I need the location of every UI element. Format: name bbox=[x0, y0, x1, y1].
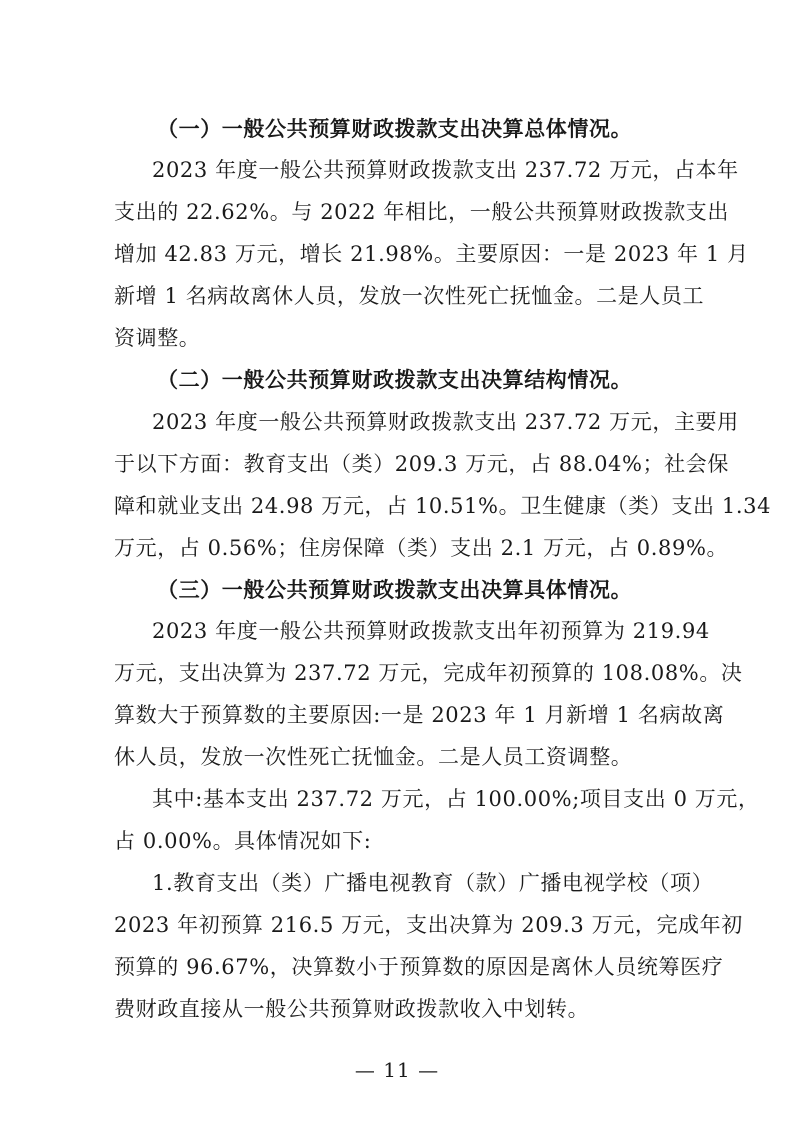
section-heading-3: （三）一般公共预算财政拨款支出决算具体情况。 bbox=[157, 577, 633, 602]
paragraph-line: 于以下方面：教育支出（类）209.3 万元，占 88.04%；社会保 bbox=[114, 452, 729, 476]
paragraph-line: 1.教育支出（类）广播电视教育（款）广播电视学校（项） bbox=[152, 871, 714, 895]
paragraph-line: 算数大于预算数的主要原因:一是 2023 年 1 月新增 1 名病故离 bbox=[114, 703, 725, 727]
paragraph-line: 增加 42.83 万元，增长 21.98%。主要原因：一是 2023 年 1 月 bbox=[114, 242, 749, 266]
page-number: — 11 — bbox=[354, 1058, 440, 1082]
paragraph-line: 障和就业支出 24.98 万元，占 10.51%。卫生健康（类）支出 1.34 bbox=[114, 494, 772, 518]
paragraph-line: 休人员，发放一次性死亡抚恤金。二是人员工资调整。 bbox=[114, 745, 633, 769]
paragraph-line: 新增 1 名病故离休人员，发放一次性死亡抚恤金。二是人员工 bbox=[114, 284, 705, 308]
paragraph-line: 万元，占 0.56%；住房保障（类）支出 2.1 万元，占 0.89%。 bbox=[114, 536, 729, 560]
paragraph-line: 2023 年度一般公共预算财政拨款支出 237.72 万元，占本年 bbox=[152, 158, 739, 182]
paragraph-line: 万元，支出决算为 237.72 万元，完成年初预算的 108.08%。决 bbox=[114, 661, 743, 685]
paragraph-line: 资调整。 bbox=[114, 326, 201, 350]
paragraph-line: 费财政直接从一般公共预算财政拨款收入中划转。 bbox=[114, 997, 590, 1021]
paragraph-line: 其中:基本支出 237.72 万元，占 100.00%;项目支出 0 万元， bbox=[152, 787, 760, 811]
section-heading-2: （二）一般公共预算财政拨款支出决算结构情况。 bbox=[157, 367, 633, 392]
paragraph-line: 2023 年初预算 216.5 万元，支出决算为 209.3 万元，完成年初 bbox=[114, 913, 743, 937]
paragraph-line: 支出的 22.62%。与 2022 年相比，一般公共预算财政拨款支出 bbox=[114, 200, 729, 224]
section-heading-1: （一）一般公共预算财政拨款支出决算总体情况。 bbox=[157, 116, 633, 141]
paragraph-line: 占 0.00%。具体情况如下: bbox=[114, 829, 372, 853]
paragraph-line: 2023 年度一般公共预算财政拨款支出 237.72 万元，主要用 bbox=[152, 410, 739, 434]
paragraph-line: 预算的 96.67%，决算数小于预算数的原因是离休人员统筹医疗 bbox=[114, 955, 724, 979]
paragraph-line: 2023 年度一般公共预算财政拨款支出年初预算为 219.94 bbox=[152, 619, 710, 643]
